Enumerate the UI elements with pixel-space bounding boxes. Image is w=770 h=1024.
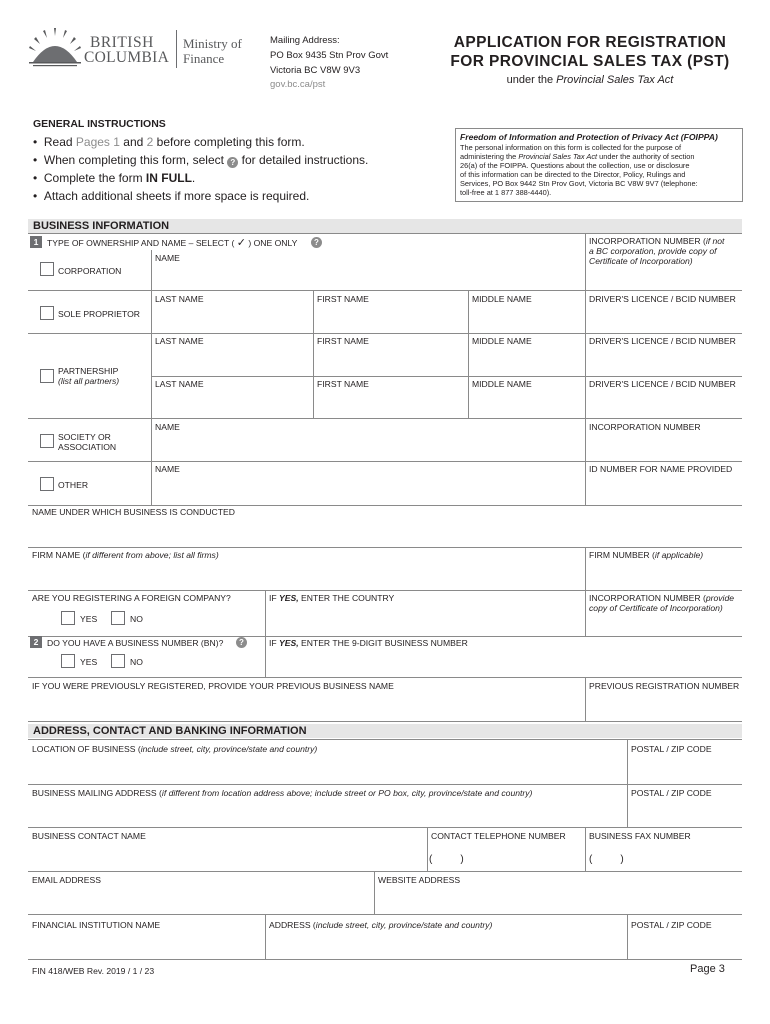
corporation-name-label: NAME bbox=[155, 253, 180, 263]
society-label-2: ASSOCIATION bbox=[58, 442, 117, 452]
ministry-line1: Ministry of bbox=[183, 36, 242, 51]
bn-input-label bbox=[269, 638, 468, 648]
form-title-line2: FOR PROVINCIAL SALES TAX (PST) bbox=[450, 53, 730, 70]
contact-phone-label: CONTACT TELEPHONE NUMBER bbox=[431, 831, 566, 841]
foippa-text bbox=[460, 143, 698, 197]
foippa-line bbox=[460, 152, 698, 161]
label-italic: if different from above; list all firms) bbox=[85, 550, 219, 560]
instruction-text: Attach additional sheets if more space is required. bbox=[43, 189, 310, 203]
instructions-heading: GENERAL INSTRUCTIONS bbox=[33, 118, 166, 130]
label-italic: (list all partners) bbox=[58, 376, 120, 386]
other-checkbox[interactable] bbox=[40, 477, 54, 491]
foippa-act: Provincial Sales Tax Act bbox=[518, 152, 598, 161]
partner1-first-name-label: FIRST NAME bbox=[317, 336, 369, 346]
label-fragment: ENTER THE COUNTRY bbox=[298, 593, 395, 603]
partnership-checkbox[interactable] bbox=[40, 369, 54, 383]
bullet: • bbox=[33, 135, 38, 149]
bullet: • bbox=[33, 153, 38, 167]
website-input[interactable] bbox=[376, 887, 740, 912]
bn-question: DO YOU HAVE A BUSINESS NUMBER (BN)? bbox=[47, 638, 224, 648]
paren: ( bbox=[429, 854, 433, 865]
ownership-type-label bbox=[47, 238, 297, 248]
question-2-number: 2 bbox=[30, 636, 42, 648]
bullet: • bbox=[33, 171, 38, 185]
business-section-title: BUSINESS INFORMATION bbox=[33, 220, 170, 232]
foreign-yes-checkbox[interactable] bbox=[61, 611, 75, 625]
foreign-incorporation-label bbox=[589, 593, 741, 613]
sole-proprietor-checkbox[interactable] bbox=[40, 306, 54, 320]
partnership-sublabel bbox=[58, 376, 119, 386]
label-italic: if different from location address above; include street or PO box, city, province/state and country) bbox=[161, 788, 533, 798]
form-id: FIN 418/WEB Rev. 2019 / 1 / 23 bbox=[32, 966, 155, 976]
corporation-checkbox[interactable] bbox=[40, 262, 54, 276]
mailing-line1: PO Box 9435 Stn Prov Govt bbox=[270, 50, 389, 61]
label-fragment: INCORPORATION NUMBER ( bbox=[589, 593, 706, 603]
instruction-text: for detailed instructions. bbox=[238, 153, 369, 167]
id-number-label: ID NUMBER FOR NAME PROVIDED bbox=[589, 464, 733, 474]
label-emphasis: YES, bbox=[279, 593, 299, 603]
subtitle-act: Provincial Sales Tax Act bbox=[556, 74, 674, 86]
label-fragment: ENTER THE 9-DIGIT BUSINESS NUMBER bbox=[298, 638, 468, 648]
instruction-item-1 bbox=[33, 135, 305, 149]
foippa-box bbox=[455, 128, 743, 202]
paren: ) bbox=[620, 854, 624, 865]
label-fragment: TYPE OF OWNERSHIP AND NAME – SELECT ( bbox=[47, 238, 237, 248]
question-1-number: 1 bbox=[30, 236, 42, 248]
fax-area-code[interactable] bbox=[589, 854, 624, 865]
partner2-last-name-label: LAST NAME bbox=[155, 379, 204, 389]
paren: ) bbox=[460, 854, 464, 865]
foreign-yes-label: YES bbox=[80, 614, 98, 624]
bc-sun-icon bbox=[27, 28, 83, 68]
foreign-no-label: NO bbox=[130, 614, 143, 624]
society-incorporation-label: INCORPORATION NUMBER bbox=[589, 422, 701, 432]
instruction-text: When completing this form, select bbox=[43, 153, 228, 167]
label-italic: if not bbox=[705, 236, 725, 246]
location-input[interactable] bbox=[30, 756, 625, 782]
bn-no-checkbox[interactable] bbox=[111, 654, 125, 668]
help-icon[interactable]: ? bbox=[236, 637, 247, 648]
website-label: WEBSITE ADDRESS bbox=[378, 875, 461, 885]
foippa-fragment: under the authority of section bbox=[597, 152, 695, 161]
label-italic: copy of Certificate of Incorporation) bbox=[589, 603, 723, 613]
form-title-line1: APPLICATION FOR REGISTRATION bbox=[453, 34, 727, 51]
foippa-line: The personal information on this form is collected for the purpose of bbox=[460, 143, 682, 152]
email-label: EMAIL ADDRESS bbox=[32, 875, 101, 885]
phone-area-code[interactable] bbox=[429, 854, 464, 865]
foreign-no-checkbox[interactable] bbox=[111, 611, 125, 625]
incorporation-number-input[interactable] bbox=[587, 268, 741, 288]
sole-middle-name-label: MIDDLE NAME bbox=[472, 294, 532, 304]
instruction-text: before completing this form. bbox=[153, 135, 305, 149]
foippa-line: Services, PO Box 9442 Stn Prov Govt, Victoria BC V8W 9V7 (telephone: bbox=[460, 179, 698, 188]
website-link[interactable]: gov.bc.ca/pst bbox=[270, 79, 326, 90]
pages1-link[interactable]: Pages 1 bbox=[75, 135, 120, 149]
institution-address-label bbox=[269, 920, 492, 930]
label-italic: if applicable) bbox=[654, 550, 704, 560]
previous-number-label: PREVIOUS REGISTRATION NUMBER bbox=[589, 681, 740, 691]
instruction-item-2 bbox=[33, 153, 368, 167]
instruction-emphasis: IN FULL bbox=[145, 171, 192, 185]
corporation-label: CORPORATION bbox=[58, 266, 122, 276]
location-postal-label: POSTAL / ZIP CODE bbox=[631, 744, 712, 754]
instruction-text: . bbox=[191, 171, 196, 185]
instruction-item-3 bbox=[33, 171, 195, 185]
help-icon[interactable]: ? bbox=[227, 157, 238, 168]
location-label bbox=[32, 744, 317, 754]
label-fragment: FIRM NAME ( bbox=[32, 550, 86, 560]
bn-yes-checkbox[interactable] bbox=[61, 654, 75, 668]
contact-name-label: BUSINESS CONTACT NAME bbox=[32, 831, 146, 841]
ministry-line2: Finance bbox=[183, 51, 225, 66]
sole-proprietor-label: SOLE PROPRIETOR bbox=[58, 309, 140, 319]
pages2-link[interactable]: 2 bbox=[146, 135, 154, 149]
foreign-country-label bbox=[269, 593, 394, 603]
firm-number-label bbox=[589, 550, 703, 560]
partner2-first-name-label: FIRST NAME bbox=[317, 379, 369, 389]
society-label-1: SOCIETY OR bbox=[58, 432, 111, 442]
fax-label: BUSINESS FAX NUMBER bbox=[589, 831, 691, 841]
sole-drivers-licence-label: DRIVER'S LICENCE / BCID NUMBER bbox=[589, 294, 736, 304]
previous-name-label: IF YOU WERE PREVIOUSLY REGISTERED, PROVIDE YOUR PREVIOUS BUSINESS NAME bbox=[32, 681, 394, 691]
bullet: • bbox=[33, 189, 38, 203]
other-name-label: NAME bbox=[155, 464, 180, 474]
label-fragment: ) ONE ONLY bbox=[245, 238, 298, 248]
help-icon[interactable]: ? bbox=[311, 237, 322, 248]
partner2-drivers-licence-label: DRIVER'S LICENCE / BCID NUMBER bbox=[589, 379, 736, 389]
sole-first-name-label: FIRST NAME bbox=[317, 294, 369, 304]
instruction-text: Read bbox=[43, 135, 76, 149]
partner1-middle-name-label: MIDDLE NAME bbox=[472, 336, 532, 346]
sole-last-name-label: LAST NAME bbox=[155, 294, 204, 304]
label-fragment: LOCATION OF BUSINESS ( bbox=[32, 744, 141, 754]
form-subtitle bbox=[440, 74, 740, 86]
partner1-last-name-label: LAST NAME bbox=[155, 336, 204, 346]
incorporation-number-label bbox=[589, 236, 739, 266]
label-fragment: BUSINESS MAILING ADDRESS ( bbox=[32, 788, 162, 798]
label-fragment: FIRM NUMBER ( bbox=[589, 550, 655, 560]
label-fragment: IF bbox=[269, 638, 280, 648]
checkmark-icon: ✓ bbox=[236, 236, 246, 249]
foippa-title: Freedom of Information and Protection of Privacy Act (FOIPPA) bbox=[460, 132, 718, 142]
society-name-label: NAME bbox=[155, 422, 180, 432]
partner1-drivers-licence-label: DRIVER'S LICENCE / BCID NUMBER bbox=[589, 336, 736, 346]
label-italic: Certificate of Incorporation) bbox=[589, 256, 693, 266]
other-label: OTHER bbox=[58, 480, 89, 490]
label-emphasis: YES, bbox=[279, 638, 299, 648]
foippa-line: of this information can be directed to the Director, Policy, Rulings and bbox=[460, 170, 686, 179]
label-fragment: IF bbox=[269, 593, 280, 603]
foippa-line: toll-free at 1 877 388-4440). bbox=[460, 188, 552, 197]
bn-yes-label: YES bbox=[80, 657, 98, 667]
corporation-name-input[interactable] bbox=[153, 264, 583, 288]
label-italic: a BC corporation, provide copy of bbox=[589, 246, 717, 256]
partnership-label: PARTNERSHIP bbox=[58, 366, 119, 376]
instruction-text: Complete the form bbox=[43, 171, 146, 185]
bn-no-label: NO bbox=[130, 657, 143, 667]
label-fragment: INCORPORATION NUMBER ( bbox=[589, 236, 706, 246]
name-conducted-input[interactable] bbox=[30, 519, 740, 545]
paren: ( bbox=[589, 854, 593, 865]
subtitle-prefix: under the bbox=[506, 74, 557, 86]
institution-input[interactable] bbox=[30, 932, 263, 957]
mailing-label: Mailing Address: bbox=[270, 35, 340, 46]
logo-text-british: BRITISH bbox=[90, 34, 154, 51]
label-italic: include street, city, province/state and country) bbox=[140, 744, 318, 754]
logo-text-columbia: COLUMBIA bbox=[84, 49, 170, 66]
foreign-company-question: ARE YOU REGISTERING A FOREIGN COMPANY? bbox=[32, 593, 231, 603]
label-italic: provide bbox=[705, 593, 734, 603]
society-checkbox[interactable] bbox=[40, 434, 54, 448]
email-input[interactable] bbox=[30, 887, 372, 912]
partner2-middle-name-label: MIDDLE NAME bbox=[472, 379, 532, 389]
instruction-text: and bbox=[119, 135, 147, 149]
label-fragment: ADDRESS ( bbox=[269, 920, 316, 930]
institution-label: FINANCIAL INSTITUTION NAME bbox=[32, 920, 161, 930]
page-number: Page 3 bbox=[690, 963, 725, 975]
institution-postal-label: POSTAL / ZIP CODE bbox=[631, 920, 712, 930]
mailing-postal-label: POSTAL / ZIP CODE bbox=[631, 788, 712, 798]
firm-name-label bbox=[32, 550, 219, 560]
foippa-line: 26(a) of the FOIPPA. Questions about the collection, use or disclosure bbox=[460, 161, 690, 170]
name-conducted-label: NAME UNDER WHICH BUSINESS IS CONDUCTED bbox=[32, 507, 235, 517]
mailing-address-input[interactable] bbox=[30, 800, 625, 825]
label-italic: include street, city, province/state and country) bbox=[315, 920, 493, 930]
mailing-line2: Victoria BC V8W 9V3 bbox=[270, 65, 361, 76]
foippa-fragment: administering the bbox=[460, 152, 519, 161]
instruction-item-4 bbox=[33, 189, 309, 203]
address-section-title: ADDRESS, CONTACT AND BANKING INFORMATION bbox=[33, 725, 307, 737]
mailing-address-label bbox=[32, 788, 532, 798]
